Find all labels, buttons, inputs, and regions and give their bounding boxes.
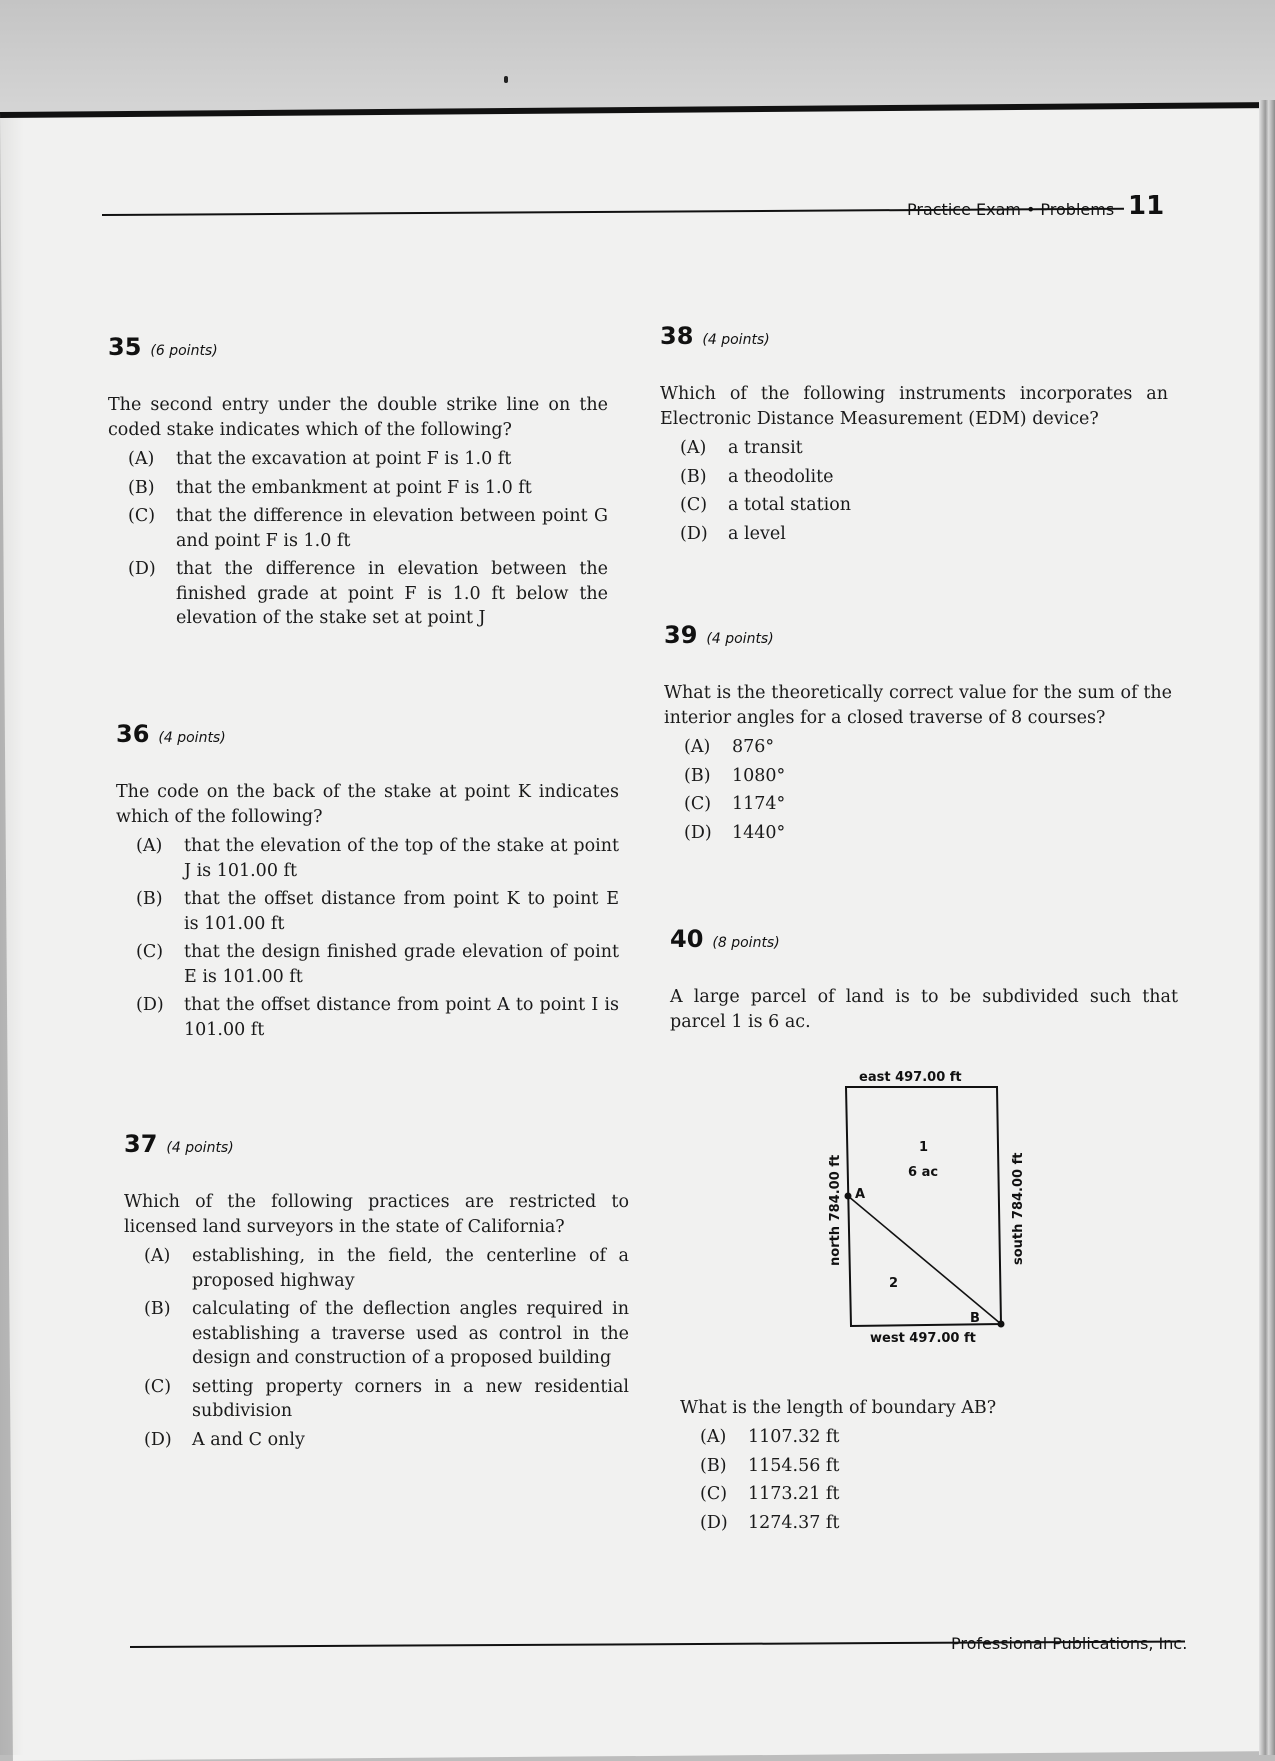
choice-letter: (D) [684,822,712,843]
boundary-ab-line [848,1196,1001,1324]
parcel-1-label: 1 [919,1140,929,1155]
choice-text: that the elevation of the top of the stake at point J is 101.00 ft [184,836,619,881]
choice-a[interactable] [116,834,619,883]
choice-letter: (A) [700,1427,727,1447]
choice-b[interactable] [108,476,608,501]
choice-list [108,447,608,631]
problem-points: (4 points) [158,730,226,746]
parcel-1-area: 6 ac [908,1165,939,1180]
choice-text: 1174° [732,794,786,814]
choice-letter: (D) [700,1512,728,1533]
choice-letter: (C) [700,1484,728,1504]
choice-c[interactable] [124,1375,629,1424]
choice-letter: (A) [684,737,711,757]
choice-b[interactable] [664,764,1172,789]
label-south: south 784.00 ft [1011,1152,1026,1265]
choice-letter: (D) [128,559,156,579]
choice-d[interactable] [116,993,619,1042]
problem-40-question [680,1396,1180,1539]
choice-text: that the difference in elevation between the finished grade at point F is 1.0 ft below the elevation of the stake set at point J [176,559,608,628]
choice-text: that the embankment at point F is 1.0 ft [176,477,532,498]
choice-text: calculating of the deflection angles required in establishing a traverse used as control in the design and construction of a proposed building [192,1299,629,1368]
choice-d[interactable] [680,1511,1180,1536]
choice-b[interactable] [116,887,619,936]
choice-letter: (B) [684,765,711,786]
choice-text: 1080° [732,765,786,786]
header-subsection: Problems [1040,200,1115,219]
problem-37 [124,1130,629,1456]
choice-text: 1107.32 ft [748,1427,840,1447]
choice-c[interactable] [680,1482,1180,1507]
choice-text: 1154.56 ft [748,1455,840,1476]
problem-points: (4 points) [706,631,774,647]
choice-letter: (B) [144,1299,171,1319]
choice-c[interactable] [664,792,1172,817]
choice-a[interactable] [124,1244,629,1293]
choice-text: 1440° [732,822,786,843]
choice-d[interactable] [124,1428,629,1453]
problem-38 [660,322,1168,550]
choice-letter: (D) [680,523,708,544]
choice-a[interactable] [680,1425,1180,1450]
choice-letter: (A) [144,1246,171,1266]
choice-letter: (A) [136,836,163,856]
choice-a[interactable] [660,436,1168,461]
choice-text: that the design finished grade elevation of point E is 101.00 ft [184,942,619,987]
choice-list [124,1244,629,1452]
choice-text: that the excavation at point F is 1.0 ft [176,449,512,469]
parcel-boundary [846,1087,1001,1326]
scan-speck [504,76,508,83]
choice-letter: (B) [700,1455,727,1476]
choice-text: setting property corners in a new residential subdivision [192,1376,629,1421]
choice-c[interactable] [108,504,608,553]
problem-40 [670,925,1178,1035]
choice-letter: (D) [136,995,164,1015]
choice-letter: (A) [680,438,707,458]
choice-text: establishing, in the field, the centerline of a proposed highway [192,1246,629,1291]
choice-text: A and C only [192,1429,305,1450]
problem-39 [664,621,1172,849]
problem-points: (4 points) [166,1140,234,1156]
choice-letter: (B) [128,477,155,498]
choice-text: 1274.37 ft [748,1512,840,1533]
problem-stem: The code on the back of the stake at point K indicates which of the following? [116,782,619,827]
scan-background [0,0,1275,120]
choice-list [660,436,1168,546]
choice-b[interactable] [680,1454,1180,1479]
header-bullet: • [1025,200,1036,219]
choice-text: 1173.21 ft [748,1484,840,1504]
parcel-diagram [800,1050,1050,1350]
problem-points: (8 points) [712,935,780,951]
publisher-footer: Professional Publications, Inc. [951,1634,1188,1653]
problem-number: 37 [124,1130,158,1158]
problem-stem: A large parcel of land is to be subdivided such that parcel 1 is 6 ac. [670,987,1178,1032]
choice-list [680,1425,1180,1535]
choice-list [116,834,619,1042]
page-shadow [0,118,24,1755]
point-b-marker [998,1321,1005,1328]
problem-stem: The second entry under the double strike line on the coded stake indicates which of the following? [108,395,608,440]
point-a-marker [845,1193,852,1200]
choice-letter: (C) [684,794,712,814]
choice-text: that the difference in elevation between point G and point F is 1.0 ft [176,506,608,551]
choice-letter: (A) [128,449,155,469]
choice-letter: (B) [680,466,707,487]
choice-a[interactable] [664,735,1172,760]
problem-stem: Which of the following instruments incorporates an Electronic Distance Measurement (EDM) device? [660,384,1168,429]
header-section: Practice Exam [907,200,1021,219]
choice-letter: (C) [680,495,708,515]
problem-stem: Which of the following practices are restricted to licensed land surveyors in the state of California? [124,1192,629,1237]
choice-d[interactable] [664,821,1172,846]
point-a-label: A [855,1187,866,1202]
problem-36 [116,720,619,1046]
problem-number: 40 [670,925,704,953]
choice-b[interactable] [124,1297,629,1371]
choice-letter: (C) [144,1376,172,1397]
label-north: north 784.00 ft [828,1154,843,1266]
choice-list [664,735,1172,845]
page-edge [1259,100,1275,1755]
problem-number: 39 [664,621,698,649]
problem-35 [108,333,608,635]
page-number: 11 [1128,191,1165,221]
running-header [907,200,1114,219]
choice-c[interactable] [116,940,619,989]
choice-d[interactable] [660,522,1168,547]
label-west: west 497.00 ft [870,1331,976,1346]
problem-number: 36 [116,720,150,748]
choice-letter: (B) [136,889,163,909]
choice-c[interactable] [660,493,1168,518]
problem-points: (6 points) [150,343,218,359]
problem-number: 35 [108,333,142,361]
choice-letter: (D) [144,1429,172,1450]
choice-text: a transit [728,438,803,458]
choice-a[interactable] [108,447,608,472]
choice-letter: (C) [128,506,156,526]
problem-number: 38 [660,322,694,350]
parcel-diagram-svg [800,1050,1050,1350]
choice-text: 876° [732,737,775,757]
choice-text: a theodolite [728,466,834,487]
label-east: east 497.00 ft [859,1070,962,1085]
choice-text: that the offset distance from point A to point I is 101.00 ft [184,995,619,1040]
problem-question: What is the length of boundary AB? [680,1398,997,1418]
problem-stem: What is the theoretically correct value for the sum of the interior angles for a closed traverse of 8 courses? [664,683,1172,728]
point-b-label: B [970,1311,980,1326]
choice-b[interactable] [660,465,1168,490]
choice-letter: (C) [136,942,164,962]
choice-d[interactable] [108,557,608,631]
choice-text: a level [728,523,786,544]
problem-points: (4 points) [702,332,770,348]
choice-text: a total station [728,495,852,515]
parcel-2-label: 2 [889,1276,899,1291]
choice-text: that the offset distance from point K to point E is 101.00 ft [184,889,619,934]
